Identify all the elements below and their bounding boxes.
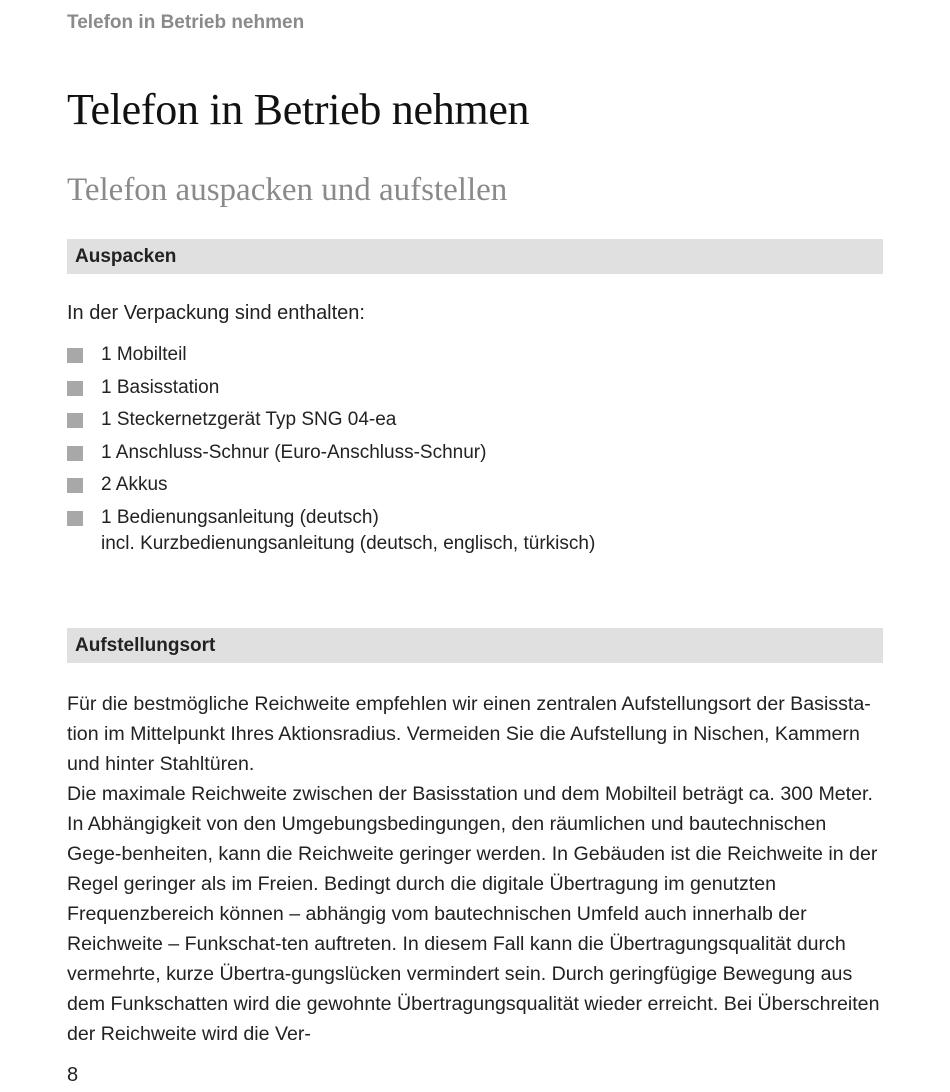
package-contents-list (67, 342, 595, 563)
list-item (67, 342, 595, 368)
aufstellungsort-text (67, 689, 883, 1049)
list-item-text: 1 Mobilteil (101, 344, 187, 365)
section-heading-aufstellungsort: Aufstellungsort (67, 628, 883, 663)
list-item (67, 505, 595, 557)
page-number: 8 (67, 1064, 79, 1086)
square-bullet-icon (67, 413, 83, 428)
list-item (67, 472, 595, 498)
paragraph: Für die bestmögliche Reichweite empfehlen wir einen zentralen Aufstellungsort der Basissta-tion im Mittelpunkt Ihres Aktionsradius. Vermeiden Sie die Aufstellung in Nischen, Kammern und hinter Stahltüren. (67, 693, 871, 775)
list-item (67, 440, 595, 466)
square-bullet-icon (67, 446, 83, 461)
list-item-text: 1 Steckernetzgerät Typ SNG 04-ea (101, 409, 397, 430)
list-item-text: 1 Bedienungsanleitung (deutsch) (101, 506, 379, 528)
list-item-text: 1 Basisstation (101, 376, 220, 398)
square-bullet-icon (67, 381, 83, 396)
paragraph: Die maximale Reichweite zwischen der Basisstation und dem Mobilteil beträgt ca. 300 Meter. In Abhängigkeit von den Umgebungsbedingungen, den räumlichen und bautechnischen Gege-benheiten, kann die Reichweite geringer werden. In Gebäuden ist die Reichweite in der Regel geringer als im Freien. Bedingt durch die digitale Übertragung im genutzten Frequenzbereich können – abhängig vom bautechnischen Umfeld auch innerhalb der Reichweite – Funkschat-ten auftreten. In diesem Fall kann die Übertragungsqualität durch vermehrte, kurze Übertra-gungslücken vermindert sein. Durch geringfügige Bewegung aus dem Funkschatten wird die gewohnte Übertragungsqualität wieder erreicht. Bei Überschreiten der Reichweite wird die Ver- (67, 783, 880, 1045)
page-title: Telefon in Betrieb nehmen (67, 85, 530, 134)
list-item (67, 375, 595, 401)
square-bullet-icon (67, 511, 83, 526)
section-heading-auspacken: Auspacken (67, 239, 883, 274)
list-item-text: 2 Akkus (101, 474, 168, 495)
package-contents-intro: In der Verpackung sind enthalten: (67, 302, 365, 324)
square-bullet-icon (67, 478, 83, 493)
list-item-text: 1 Anschluss-Schnur (Euro-Anschluss-Schnur) (101, 441, 487, 463)
section-title: Telefon auspacken und aufstellen (67, 172, 508, 208)
list-item (67, 407, 595, 433)
list-item-text-continuation: incl. Kurzbedienungsanleitung (deutsch, englisch, türkisch) (101, 532, 596, 554)
square-bullet-icon (67, 348, 83, 363)
running-header: Telefon in Betrieb nehmen (67, 12, 305, 33)
